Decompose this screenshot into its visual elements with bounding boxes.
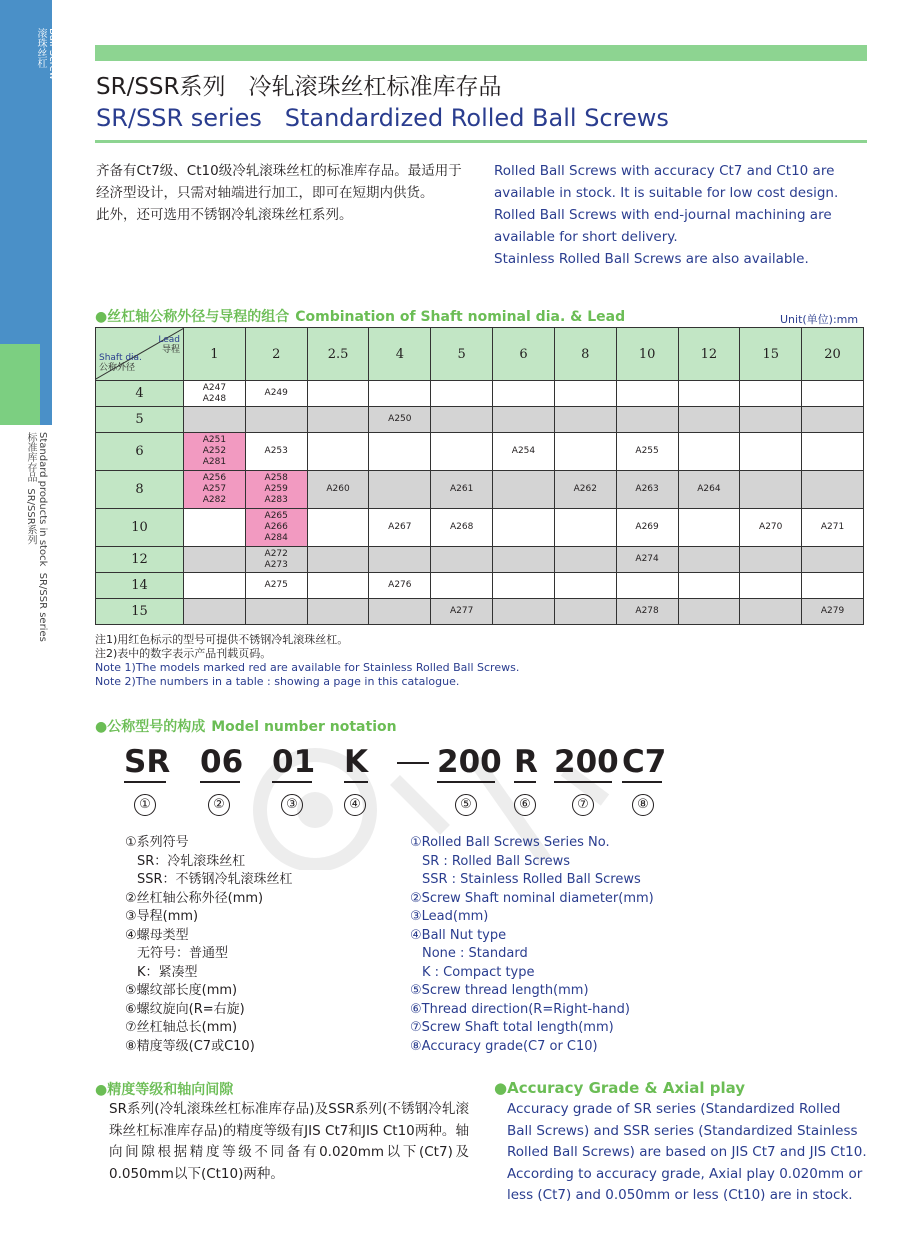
table-row — [96, 509, 864, 547]
page-ref-cell — [554, 599, 616, 625]
combination-heading-en: Combination of Shaft nominal dia. & Lead — [295, 309, 626, 325]
page-ref: A261 — [449, 484, 474, 494]
page-ref-cell — [493, 509, 555, 547]
intro-text-en — [494, 160, 866, 270]
legend-cn-item: ④螺母类型 — [125, 927, 189, 943]
page-ref: A277 — [449, 606, 474, 616]
page-ref: A281 — [202, 457, 227, 467]
page-ref-cell — [554, 573, 616, 599]
page-ref: A250 — [388, 414, 412, 424]
page-ref-cell — [245, 381, 307, 407]
page-ref: A257 — [202, 484, 227, 494]
legend-cn-item: SSR：不锈钢冷轧滚珠丝杠 — [137, 872, 293, 887]
page-ref-cell — [431, 433, 493, 471]
shaft-dia-cell: 15 — [96, 599, 184, 625]
model-marker-4: ④ — [344, 794, 366, 816]
page-ref: A265 — [264, 511, 288, 521]
page-ref: A249 — [264, 388, 288, 398]
lead-header-cell: 12 — [678, 328, 740, 381]
note-cn-1: 注1)用红色标示的型号可提供不锈钢冷轧滚珠丝杠。 — [95, 633, 349, 646]
page-ref: A264 — [697, 484, 721, 494]
page-ref-cell — [431, 471, 493, 509]
page-ref-cell — [554, 547, 616, 573]
page-ref: A278 — [635, 606, 659, 616]
page-ref: A271 — [820, 522, 845, 532]
model-segment-accuracy: C7 — [622, 744, 667, 780]
page-ref: A275 — [264, 580, 288, 590]
model-number-diagram — [0, 744, 908, 824]
page-ref-cell — [616, 433, 678, 471]
model-marker-5: ⑤ — [455, 794, 477, 816]
lead-header-cell: 10 — [616, 328, 678, 381]
page-ref-cell — [431, 509, 493, 547]
page-ref-cell — [678, 599, 740, 625]
page-ref-cell — [245, 547, 307, 573]
combination-heading — [95, 306, 625, 326]
page-ref-cell — [616, 381, 678, 407]
header-bar — [95, 45, 867, 61]
legend-cn-item: K：紧凑型 — [137, 964, 198, 980]
page-ref: A263 — [635, 484, 659, 494]
note-cn-2: 注2)表中的数字表示产品刊载页码。 — [95, 647, 272, 660]
page-ref-cell — [616, 573, 678, 599]
side-label-standard-products: Standard products in stock SR/SSR series 标准库存品 SR/SSR系列 — [25, 432, 48, 642]
page-ref-cell — [678, 407, 740, 433]
table-row — [96, 599, 864, 625]
lead-header-cell: 5 — [431, 328, 493, 381]
unit-label: Unit(单位):mm — [780, 313, 859, 326]
page-ref-cell — [369, 509, 431, 547]
legend-en-item: ⑧Accuracy grade(C7 or C10) — [410, 1038, 598, 1054]
page-ref-cell — [740, 599, 802, 625]
page-ref: A258 — [264, 473, 288, 483]
legend-cn-item: ⑧精度等级(C7或C10) — [125, 1038, 255, 1054]
table-row — [96, 471, 864, 509]
page-ref-cell — [740, 433, 802, 471]
legend-en-item: ③Lead(mm) — [410, 909, 489, 924]
page-ref: A282 — [202, 495, 227, 505]
page-ref-cell — [431, 573, 493, 599]
page-ref: A260 — [326, 484, 350, 494]
page-ref-cell — [493, 547, 555, 573]
shaft-dia-cell: 5 — [96, 407, 184, 433]
page-ref: A255 — [635, 446, 659, 456]
page-ref-cell — [678, 547, 740, 573]
page-ref-cell — [493, 573, 555, 599]
page-ref: A267 — [388, 522, 412, 532]
page-ref-cell — [740, 471, 802, 509]
page-ref-cell — [184, 573, 246, 599]
legend-en-item: ⑥Thread direction(R=Right-hand) — [410, 1001, 630, 1017]
model-segment-lead: 01 — [272, 744, 316, 780]
page-ref: A276 — [388, 580, 412, 590]
page-ref-cell — [184, 433, 246, 471]
accuracy-text-en: Accuracy grade of SR series (Standardized Rolled Ball Screws) and SSR series (Standardized Stainless Rolled Ball Screws) are based on JIS Ct7 and JIS Ct10. According to accuracy grade, Axial play 0.020mm or less (Ct7) and 0.050mm or less (Ct10) are in stock. — [507, 1101, 867, 1203]
lead-header-cell: 2.5 — [307, 328, 369, 381]
lead-header-cell: 1 — [184, 328, 246, 381]
lead-header-cell: 15 — [740, 328, 802, 381]
corner-shaft-label: Shaft dia. 公称外径 — [99, 353, 142, 373]
page-ref: A272 — [264, 548, 288, 559]
table-notes — [95, 633, 519, 689]
intro-text-cn — [96, 160, 474, 226]
page-ref-cell — [616, 509, 678, 547]
page-ref-cell — [369, 407, 431, 433]
page-ref-cell — [245, 433, 307, 471]
page-ref-cell — [802, 573, 864, 599]
page-ref-cell — [184, 599, 246, 625]
model-marker-8: ⑧ — [632, 794, 654, 816]
table-row — [96, 433, 864, 471]
page-ref-cell — [678, 381, 740, 407]
page-ref-cell — [307, 433, 369, 471]
page-ref-cell — [616, 407, 678, 433]
page-ref-cell — [307, 599, 369, 625]
page-ref-cell — [245, 573, 307, 599]
side-tab-green — [0, 344, 40, 425]
page-ref-cell — [369, 433, 431, 471]
model-segment-diameter: 06 — [200, 744, 244, 780]
page-ref-cell — [369, 381, 431, 407]
legend-cn-item: ⑦丝杠轴总长(mm) — [125, 1020, 238, 1035]
legend-cn-item: 无符号：普通型 — [137, 946, 229, 961]
page-ref: A266 — [264, 522, 288, 532]
page-ref-cell — [307, 509, 369, 547]
model-heading-cn: ●公称型号的构成 — [95, 719, 206, 735]
legend-en-item: ⑤Screw thread length(mm) — [410, 983, 589, 998]
legend-en-item: None : Standard — [422, 946, 528, 961]
page-ref-cell — [554, 433, 616, 471]
page-ref-cell — [307, 381, 369, 407]
page-ref-cell — [802, 509, 864, 547]
lead-header-cell: 8 — [554, 328, 616, 381]
page-ref-cell — [740, 407, 802, 433]
combination-heading-cn: ●丝杠轴公称外径与导程的组合 — [95, 309, 290, 325]
shaft-dia-cell: 12 — [96, 547, 184, 573]
model-segment-total-length: 200 — [554, 744, 619, 780]
page-ref-cell — [616, 471, 678, 509]
page-ref-cell — [554, 407, 616, 433]
page-ref-cell — [740, 381, 802, 407]
legend-en-item: K : Compact type — [422, 964, 535, 980]
model-marker-7: ⑦ — [572, 794, 594, 816]
page-ref-cell — [184, 381, 246, 407]
intro-cn-para: 齐备有Ct7级、Ct10级冷轧滚珠丝杠的标准库存品。最适用于经济型设计，只需对轴端进行加工，即可在短期内供货。 — [96, 163, 462, 201]
page-ref-cell — [802, 599, 864, 625]
shaft-dia-cell: 4 — [96, 381, 184, 407]
model-segment-nut-type: K — [344, 744, 369, 780]
page-ref-cell — [184, 471, 246, 509]
page-ref-cell — [184, 547, 246, 573]
page-ref-cell — [740, 547, 802, 573]
page-ref-cell — [307, 407, 369, 433]
side-label-ball-screw: Ball Screw 滚珠丝杠 — [35, 28, 58, 80]
model-dash — [397, 762, 429, 764]
page-ref-cell — [802, 547, 864, 573]
accuracy-heading-cn: ●精度等级和轴向间隙 — [95, 1082, 234, 1098]
page-ref: A283 — [264, 495, 288, 505]
page-ref-cell — [493, 433, 555, 471]
intro-en-para: Rolled Ball Screws with accuracy Ct7 and Ct10 are available in stock. It is suitable for low cost design. — [494, 163, 839, 201]
page-ref-cell — [369, 471, 431, 509]
page-ref-cell — [678, 433, 740, 471]
legend-cn-item: ③导程(mm) — [125, 909, 199, 924]
page-ref-cell — [678, 471, 740, 509]
page-ref-cell — [554, 471, 616, 509]
accuracy-heading-en: ●Accuracy Grade & Axial play — [494, 1079, 746, 1097]
model-segment-thread-length: 200 — [437, 744, 502, 780]
page-ref-cell — [245, 599, 307, 625]
legend-en-item: ①Rolled Ball Screws Series No. — [410, 835, 610, 850]
legend-cn-item: SR：冷轧滚珠丝杠 — [137, 853, 246, 869]
page-ref: A254 — [511, 446, 536, 456]
accuracy-text-cn: SR系列(冷轧滚珠丝杠标准库存品)及SSR系列(不锈钢冷轧滚珠丝杠标准库存品)的精度等级有JIS Ct7和JIS Ct10两种。轴向间隙根据精度等级不同备有0.020mm以下(Ct7)及0.050mm以下(Ct10)两种。 — [109, 1101, 469, 1182]
page-ref-cell — [245, 407, 307, 433]
page-ref-cell — [493, 407, 555, 433]
intro-en-para: Rolled Ball Screws with end-journal machining are available for short delivery. — [494, 207, 832, 245]
page-ref-cell — [616, 547, 678, 573]
page-ref-cell — [740, 509, 802, 547]
page-ref-cell — [431, 599, 493, 625]
legend-cn-item: ⑥螺纹旋向(R=右旋) — [125, 1001, 245, 1017]
page-ref: A251 — [202, 435, 227, 445]
combination-table-body — [96, 381, 864, 625]
page-ref: A279 — [820, 606, 845, 616]
page-ref-cell — [369, 599, 431, 625]
page-ref-cell — [431, 407, 493, 433]
model-marker-2: ② — [208, 794, 230, 816]
legend-en-item: ②Screw Shaft nominal diameter(mm) — [410, 890, 654, 906]
model-heading-en: Model number notation — [211, 719, 397, 735]
model-heading — [95, 716, 397, 736]
combination-table — [95, 327, 864, 625]
page-ref-cell — [493, 599, 555, 625]
page-ref-cell — [431, 547, 493, 573]
page-title-en: SR/SSR series Standardized Rolled Ball Screws — [96, 104, 669, 132]
page-ref: A274 — [635, 554, 659, 564]
page-ref: A262 — [573, 484, 597, 494]
page-ref-cell — [740, 573, 802, 599]
page-ref: A268 — [449, 522, 474, 532]
page-ref-cell — [369, 547, 431, 573]
legend-cn-item: ⑤螺纹部长度(mm) — [125, 983, 238, 998]
page-ref: A259 — [264, 484, 288, 494]
page-ref-cell — [802, 381, 864, 407]
note-en-1: Note 1)The models marked red are available for Stainless Rolled Ball Screws. — [95, 661, 520, 674]
shaft-dia-cell: 14 — [96, 573, 184, 599]
page-ref-cell — [369, 573, 431, 599]
model-segment-direction: R — [514, 744, 538, 780]
table-row — [96, 573, 864, 599]
page-ref-cell — [554, 381, 616, 407]
lead-header-cell: 6 — [493, 328, 555, 381]
model-legend-en — [410, 834, 654, 1056]
shaft-dia-cell: 6 — [96, 433, 184, 471]
model-marker-1: ① — [134, 794, 156, 816]
page-ref-cell — [245, 509, 307, 547]
model-marker-6: ⑥ — [514, 794, 536, 816]
model-marker-3: ③ — [281, 794, 303, 816]
model-segment-series: SR — [124, 744, 171, 780]
lead-header-cell: 4 — [369, 328, 431, 381]
note-en-2: Note 2)The numbers in a table : showing a page in this catalogue. — [95, 675, 460, 688]
table-corner — [96, 328, 184, 381]
page-ref: A253 — [264, 446, 288, 456]
table-row — [96, 407, 864, 433]
page-ref-cell — [678, 509, 740, 547]
page-ref-cell — [307, 471, 369, 509]
legend-cn-item: ①系列符号 — [125, 835, 189, 850]
page-ref-cell — [802, 471, 864, 509]
page-ref-cell — [616, 599, 678, 625]
page-ref-cell — [678, 573, 740, 599]
page-ref: A273 — [264, 559, 288, 570]
legend-en-item: ④Ball Nut type — [410, 927, 507, 943]
corner-lead-label: Lead 导程 — [158, 335, 180, 355]
page-ref: A252 — [202, 446, 227, 456]
page-ref: A269 — [635, 522, 659, 532]
page-ref: A248 — [202, 393, 227, 404]
page-ref: A247 — [202, 382, 227, 393]
page-title-cn: SR/SSR系列 冷轧滚珠丝杠标准库存品 — [96, 74, 502, 100]
page-ref-cell — [431, 381, 493, 407]
page-ref-cell — [307, 573, 369, 599]
page-ref-cell — [493, 381, 555, 407]
shaft-dia-cell: 8 — [96, 471, 184, 509]
lead-header-cell: 20 — [802, 328, 864, 381]
page-ref: A284 — [264, 533, 288, 543]
page-ref: A256 — [202, 473, 227, 483]
page-ref-cell — [554, 509, 616, 547]
legend-en-item: ⑦Screw Shaft total length(mm) — [410, 1020, 614, 1035]
legend-cn-item: ②丝杠轴公称外径(mm) — [125, 890, 264, 906]
table-row — [96, 547, 864, 573]
intro-en-para: Stainless Rolled Ball Screws are also available. — [494, 251, 809, 267]
page-ref-cell — [802, 433, 864, 471]
legend-en-item: SSR : Stainless Rolled Ball Screws — [422, 872, 641, 887]
page-ref-cell — [245, 471, 307, 509]
table-row — [96, 381, 864, 407]
page-ref-cell — [307, 547, 369, 573]
page-ref: A270 — [759, 522, 783, 532]
page-ref-cell — [184, 509, 246, 547]
model-legend-cn — [125, 834, 293, 1056]
lead-header-cell: 2 — [245, 328, 307, 381]
page-ref-cell — [184, 407, 246, 433]
shaft-dia-cell: 10 — [96, 509, 184, 547]
title-rule — [95, 140, 867, 143]
legend-en-item: SR : Rolled Ball Screws — [422, 853, 571, 869]
page-ref-cell — [493, 471, 555, 509]
page-ref-cell — [802, 407, 864, 433]
intro-cn-para: 此外，还可选用不锈钢冷轧滚珠丝杠系列。 — [96, 207, 353, 223]
lead-header-row — [96, 328, 864, 381]
